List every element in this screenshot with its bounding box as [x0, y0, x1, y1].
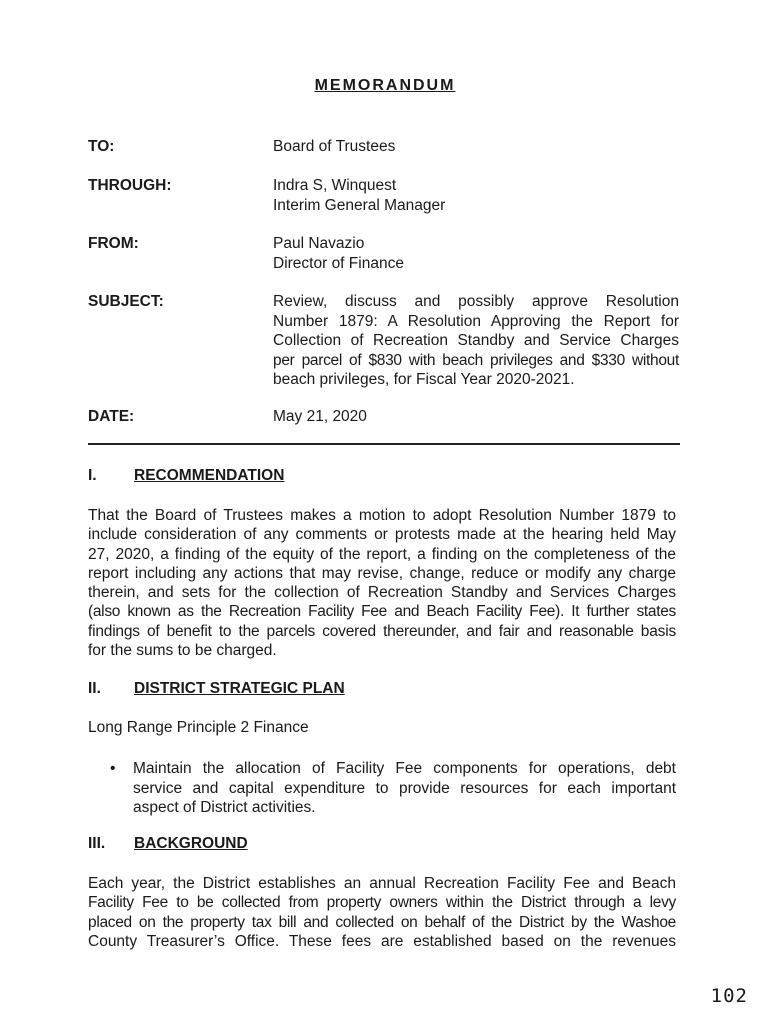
paragraph-line: (also known as the Recreation Facility Fee and Beach Facility Fee). It further states — [88, 603, 676, 621]
paragraph-line: Maintain the allocation of Facility Fee components for operations, debt — [133, 760, 676, 777]
date-label: DATE: — [88, 408, 135, 425]
subject-line: Review, discuss and possibly approve Resolution — [273, 293, 679, 310]
subject-value — [273, 292, 679, 390]
through-name: Indra S, Winquest — [273, 177, 397, 194]
section-number: III. — [88, 835, 106, 852]
page-number: 102 — [710, 985, 748, 1007]
subject-line: per parcel of $830 with beach privileges and $330 without — [273, 351, 679, 369]
paragraph-line: therein, and sets for the collection of Recreation Standby and Services Charges — [88, 584, 676, 602]
paragraph-line: report including any actions that may revise, change, reduce or modify any charge — [88, 564, 676, 582]
section-heading-recommendation — [88, 467, 284, 485]
header-divider — [88, 443, 680, 445]
paragraph-line: aspect of District activities. — [133, 799, 316, 816]
subject-label: SUBJECT: — [88, 293, 164, 310]
from-name: Paul Navazio — [273, 235, 365, 252]
paragraph-line: County Treasurer’s Office. These fees are established based on the revenues — [88, 932, 676, 950]
subject-line: Number 1879: A Resolution Approving the Report for — [273, 312, 679, 330]
recommendation-paragraph — [88, 506, 676, 660]
page-title: MEMORANDUM — [314, 77, 456, 94]
from-title: Director of Finance — [273, 254, 404, 272]
paragraph-line: service and capital expenditure to provide resources for each important — [133, 779, 676, 797]
from-value — [273, 234, 679, 273]
paragraph-line: placed on the property tax bill and collected on behalf of the District by the Washoe — [88, 913, 676, 931]
date-value: May 21, 2020 — [273, 408, 367, 425]
section-heading-strategic-plan — [88, 680, 345, 698]
paragraph-line: Long Range Principle 2 Finance — [88, 719, 309, 736]
background-paragraph — [88, 874, 676, 951]
through-label: THROUGH: — [88, 177, 172, 194]
section-title: RECOMMENDATION — [134, 467, 285, 484]
paragraph-line: findings of benefit to the parcels covered thereunder, and fair and reasonable basis — [88, 622, 676, 640]
bullet-icon: • — [110, 760, 116, 777]
section-heading-background — [88, 835, 248, 853]
subject-line: beach privileges, for Fiscal Year 2020-2021. — [273, 371, 575, 388]
from-label: FROM: — [88, 235, 139, 252]
subject-line: Collection of Recreation Standby and Service Charges — [273, 332, 679, 349]
paragraph-line: Each year, the District establishes an annual Recreation Facility Fee and Beach — [88, 875, 676, 892]
to-label: TO: — [88, 138, 115, 155]
paragraph-line: Facility Fee to be collected from property owners within the District through a levy — [88, 894, 676, 912]
strategic-plan-intro — [88, 718, 676, 737]
paragraph-line: include consideration of any comments or protests made at the hearing held May — [88, 526, 676, 544]
list-item-text — [133, 759, 676, 818]
through-title: Interim General Manager — [273, 196, 446, 214]
paragraph-line: 27, 2020, a finding of the equity of the report, a finding on the completeness of the — [88, 545, 676, 563]
section-number: I. — [88, 467, 97, 484]
paragraph-line: for the sums to be charged. — [88, 642, 277, 660]
section-title: BACKGROUND — [134, 835, 248, 852]
section-title: DISTRICT STRATEGIC PLAN — [134, 680, 345, 697]
paragraph-line: That the Board of Trustees makes a motion to adopt Resolution Number 1879 to — [88, 507, 676, 524]
section-number: II. — [88, 680, 101, 697]
to-value: Board of Trustees — [273, 138, 396, 155]
through-value — [273, 176, 679, 215]
